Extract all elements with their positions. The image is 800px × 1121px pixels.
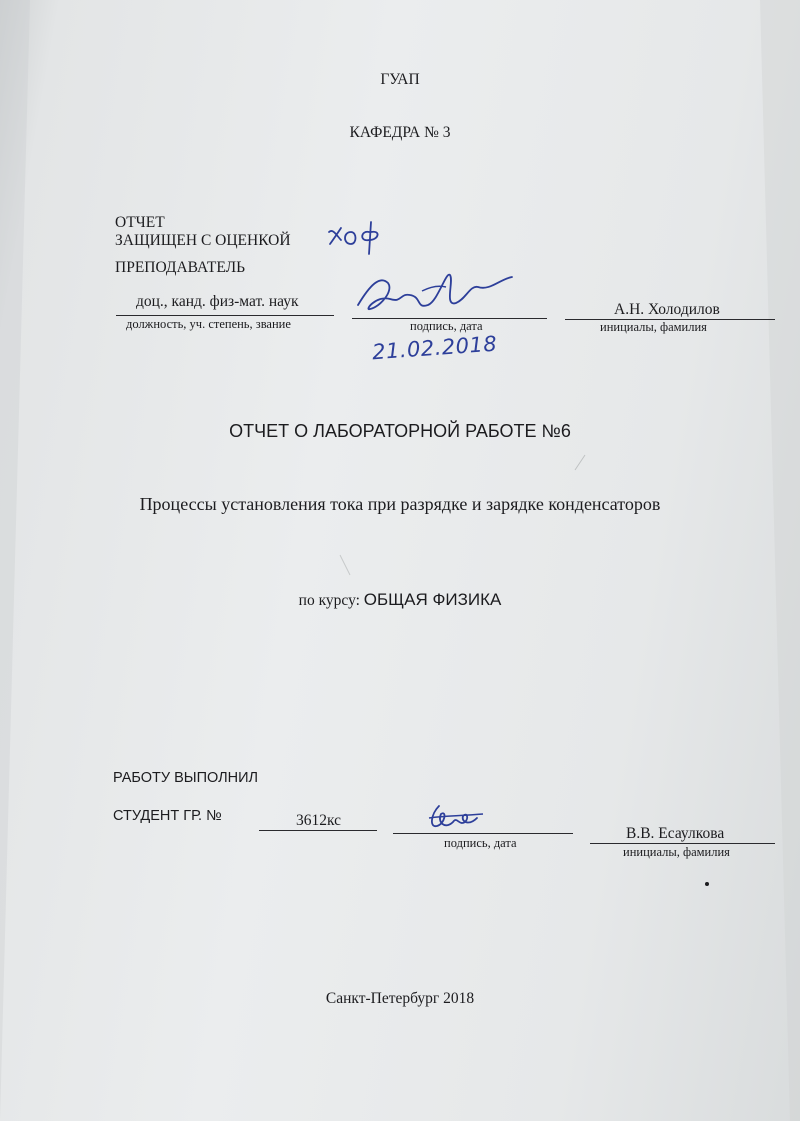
student-name-caption: инициалы, фамилия — [623, 845, 730, 859]
report-title: ОТЧЕТ О ЛАБОРАТОРНОЙ РАБОТЕ №6 — [229, 421, 571, 441]
report-label: ОТЧЕТ — [115, 214, 165, 231]
performed-by-label: РАБОТУ ВЫПОЛНИЛ — [113, 770, 259, 786]
course-name: ОБЩАЯ ФИЗИКА — [363, 590, 502, 609]
teacher-name-caption: инициалы, фамилия — [600, 320, 707, 334]
student-group-underline — [259, 830, 377, 831]
student-group-number: 3612кс — [296, 812, 342, 829]
student-signature-underline — [393, 833, 573, 834]
handwritten-grade-svg — [325, 218, 385, 258]
handwritten-grade — [325, 218, 385, 263]
teacher-signature-caption: подпись, дата — [410, 319, 483, 333]
handwritten-grade-text — [385, 218, 386, 219]
course-label: по курсу: — [298, 592, 360, 609]
student-name-underline — [590, 843, 775, 844]
ink-dot — [705, 882, 709, 886]
defended-with-grade-label: ЗАЩИЩЕН С ОЦЕНКОЙ — [115, 232, 291, 249]
student-group-label: СТУДЕНТ ГР. № — [113, 808, 222, 824]
course-line — [0, 590, 800, 610]
teacher-signature-svg — [350, 265, 520, 325]
department-name: КАФЕДРА № 3 — [349, 124, 451, 141]
teacher-name: А.Н. Холодилов — [614, 301, 720, 318]
city-year: Санкт-Петербург 2018 — [325, 990, 475, 1007]
teacher-label: ПРЕПОДАВАТЕЛЬ — [115, 259, 246, 276]
student-signature-caption: подпись, дата — [444, 836, 517, 850]
handwritten-date: 21.02.2018 — [371, 331, 498, 365]
student-name: В.В. Есаулкова — [626, 825, 725, 842]
teacher-position: доц., канд. физ-мат. наук — [136, 293, 299, 310]
teacher-position-underline — [116, 315, 334, 316]
student-signature — [425, 800, 485, 841]
teacher-position-caption: должность, уч. степень, звание — [126, 317, 291, 331]
student-signature-svg — [425, 800, 485, 836]
organization-name: ГУАП — [380, 71, 420, 88]
report-topic: Процессы установления тока при разрядке и зарядке конденсаторов — [139, 494, 661, 514]
